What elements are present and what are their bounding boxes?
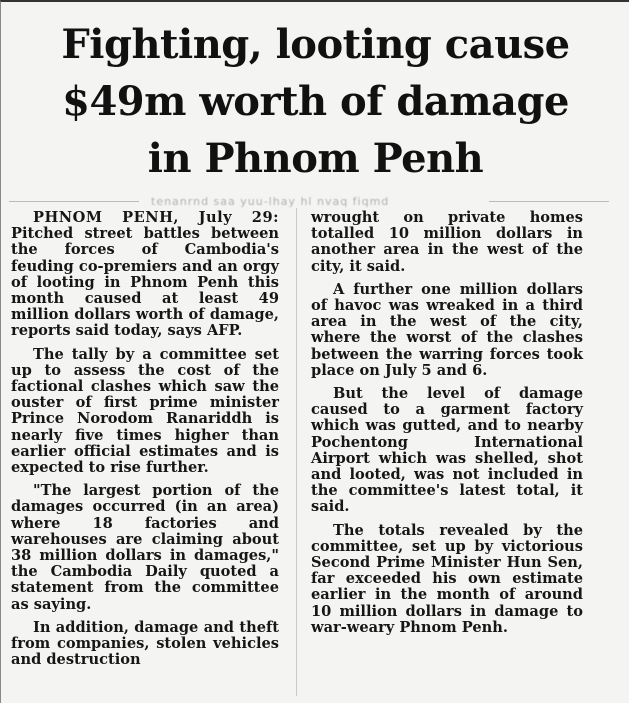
paragraph-6: But the level of damage caused to a garment factory which was gutted, and to nearby Pochentong International Airport which was shelled, shot and looted, was not included in the committee's latest total, it said. (311, 385, 583, 516)
byline-rule-left (9, 201, 139, 202)
paragraph-1 (11, 210, 279, 340)
column-divider (296, 208, 297, 696)
paragraph-2: The tally by a committee set up to assess the cost of the factional clashes which saw the ouster of first prime minister Prince Norodom Ranariddh is nearly five times higher than earlier official estimates and is expected to rise further. (11, 345, 279, 477)
headline-line-1: Fighting, looting cause (61, 21, 570, 68)
paragraph-7: The totals revealed by the committee, set up by victorious Second Prime Minister Hun Sen, far exceeded his own estimate earlier in the month of around 10 million dollars in damage to war-weary Phnom Penh. (311, 521, 583, 636)
headline-line-3: in Phnom Penh (147, 135, 484, 182)
paragraph-4: In addition, damage and theft from companies, stolen vehicles and destruction (11, 618, 279, 669)
paragraph-1-text: Pitched street battles between the forces of Cambodia's feuding co-premiers and an orgy of looting in Phnom Penh this month caused at least 49 million dollars worth of damage, reports said today, says AFP. (11, 225, 279, 340)
paragraph-3: "The largest portion of the damages occurred (in an area) where 18 factories and warehouses are claiming about 38 million dollars in damages," the Cambodia Daily quoted a statement from the committee as saying. (11, 482, 279, 613)
article-column-right (311, 210, 583, 636)
paragraph-5: A further one million dollars of havoc was wreaked in a third area in the west of the city, where the worst of the clashes between the warring forces took place on July 5 and 6. (311, 280, 583, 379)
paragraph-4-continued: wrought on private homes totalled 10 million dollars in another area in the west of the city, it said. (311, 209, 583, 275)
dateline: PHNOM PENH, July 29: (33, 209, 279, 226)
byline-rule-right (489, 201, 609, 202)
byline: tenanrnd saa yuu-lhay hl nvaq fiqmd (151, 195, 390, 208)
article-column-left (11, 210, 279, 668)
headline (1, 16, 629, 187)
headline-line-2: $49m worth of damage (62, 78, 569, 125)
